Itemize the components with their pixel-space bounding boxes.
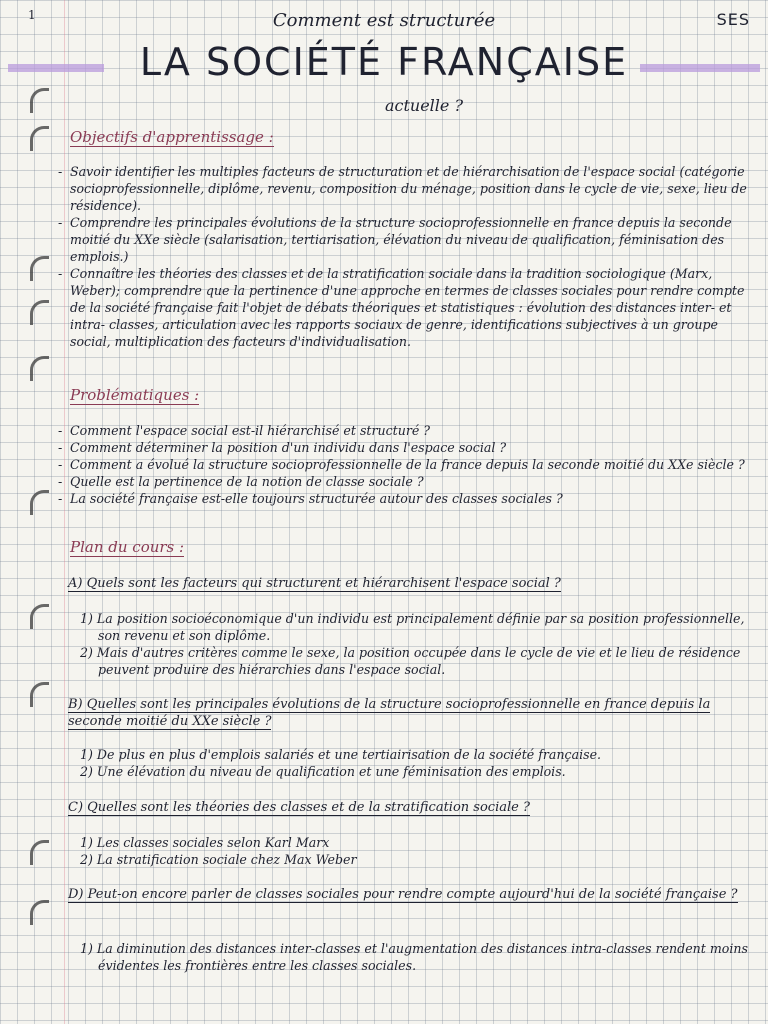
plan-point: 2) Une élévation du niveau de qualification et une féminisation des emplois. [80, 764, 566, 779]
plan-section-body [68, 940, 754, 974]
problematique-item: - Comment déterminer la position d'un individu dans l'espace social ? [58, 439, 754, 456]
page-title: LA SOCIÉTÉ FRANÇAISE [139, 40, 629, 84]
plan-point: 1) Les classes sociales selon Karl Marx [80, 835, 330, 850]
objective-item: - Connaître les théories des classes et de la stratification sociale dans la tradition sociologique (Marx, Weber); comprendre que la pertinence d'une approche en termes de classes sociales pour rendre compte de la société française fait l'objet de débats théoriques et statistiques : évolution des distances inter- et intra- classes, articulation avec les rapports sociaux de genre, identifications subjectives à un groupe social, multiplication des facteurs d'individualisation. [58, 265, 754, 350]
plan-point: 1) La position socioéconomique d'un individu est principalement définie par sa position professionnelle, son revenu et son diplôme. [80, 611, 745, 643]
plan-section-body [68, 834, 754, 868]
binder-hole [30, 604, 49, 629]
objective-item: - Savoir identifier les multiples facteurs de structuration et de hiérarchisation de l'espace social (catégorie socioprofessionnelle, diplôme, revenu, composition du ménage, position dans le cycle de vie, sexe, lieu de résidence). [58, 163, 754, 214]
binder-hole [30, 900, 49, 925]
binder-hole [30, 490, 49, 515]
plan-section-body [68, 746, 754, 780]
binder-hole [30, 682, 49, 707]
plan-section-body [68, 610, 754, 678]
problematique-item: - Quelle est la pertinence de la notion de classe sociale ? [58, 473, 754, 490]
objectives-list [58, 163, 754, 350]
problematiques-heading: Problématiques : [70, 386, 200, 404]
binder-hole [30, 300, 49, 325]
title-highlight [640, 64, 760, 72]
problematiques-list [58, 422, 754, 507]
objectives-heading: Objectifs d'apprentissage : [70, 128, 274, 146]
problematique-item: - Comment l'espace social est-il hiérarchisé et structuré ? [58, 422, 754, 439]
problematique-item: - La société française est-elle toujours structurée autour des classes sociales ? [58, 490, 754, 507]
problematique-item: - Comment a évolué la structure socioprofessionnelle de la france depuis la seconde moitié du XXe siècle ? [58, 456, 754, 473]
plan-section-title: A) Quels sont les facteurs qui structurent et hiérarchisent l'espace social ? [68, 576, 561, 591]
plan-section-title: D) Peut-on encore parler de classes sociales pour rendre compte aujourd'hui de la société française ? [68, 887, 738, 902]
plan-point: 1) De plus en plus d'emplois salariés et une tertiairisation de la société française. [80, 747, 602, 762]
plan-section-title: C) Quelles sont les théories des classes et de la stratification sociale ? [68, 800, 530, 815]
plan-point: 2) Mais d'autres critères comme le sexe, la position occupée dans le cycle de vie et le lieu de résidence peuvent produire des hiérarchies dans l'espace social. [80, 645, 741, 677]
binder-hole [30, 840, 49, 865]
objective-item: - Comprendre les principales évolutions de la structure socioprofessionnelle en france depuis la seconde moitié du XXe siècle (salarisation, tertiarisation, élévation du niveau de qualification, féminisation des emplois.) [58, 214, 754, 265]
posttitle: actuelle ? [384, 96, 464, 115]
pretitle: Comment est structurée [272, 10, 496, 31]
title-block [0, 40, 768, 90]
plan-section-title: B) Quelles sont les principales évolutions de la structure socioprofessionnelle en france depuis la seconde moitié du XXe siècle ? [68, 697, 711, 729]
plan-point: 1) La diminution des distances inter-classes et l'augmentation des distances intra-classes rendent moins évidentes les frontières entre les classes sociales. [80, 941, 748, 973]
plan-heading: Plan du cours : [70, 538, 185, 556]
subject-label: SES [716, 10, 750, 29]
page-number: 1 [28, 8, 36, 22]
binder-hole [30, 126, 49, 151]
binder-hole [30, 356, 49, 381]
binder-hole [30, 256, 49, 281]
plan-point: 2) La stratification sociale chez Max Weber [80, 852, 357, 867]
title-highlight [8, 64, 104, 72]
margin-line [64, 0, 65, 1024]
